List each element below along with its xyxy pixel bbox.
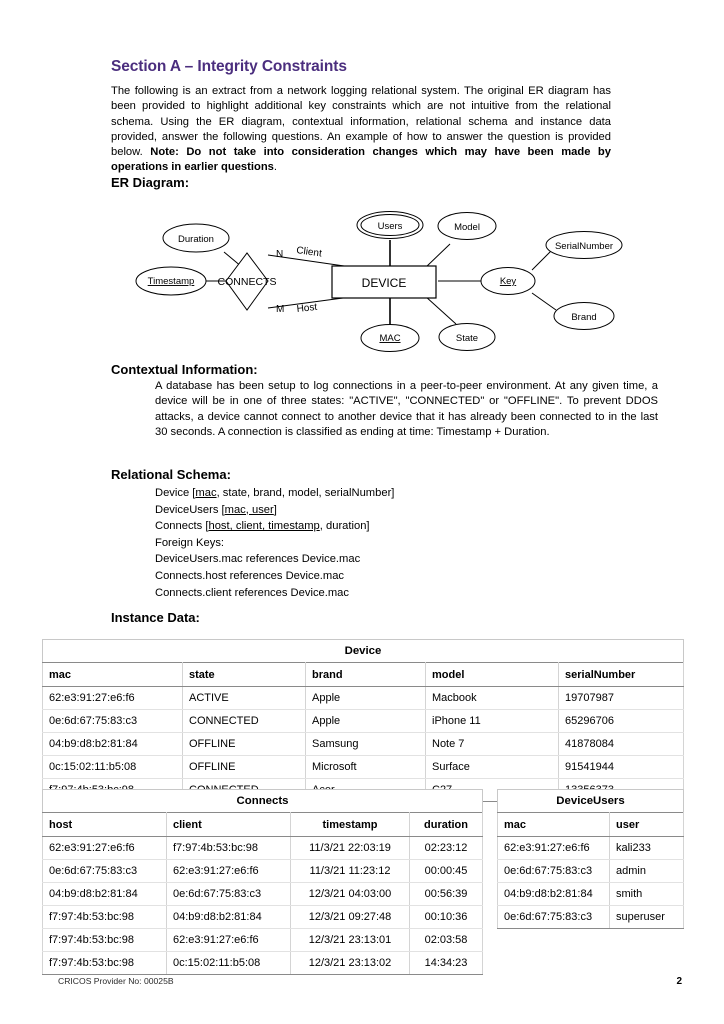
column-header-state: state [183,663,306,687]
footer-cricos-text: CRICOS Provider No: 00025B [58,976,174,986]
attribute-mac-label: MAC [379,333,401,344]
table-cell-state: ACTIVE [183,687,306,710]
table-row [498,860,684,883]
schema-device-rest: , state, brand, model, serialNumber] [216,487,395,499]
table-cell-host: f7:97:4b:53:bc:98 [43,906,167,929]
table-cell-duration: 00:00:45 [410,860,483,883]
table-header-row [43,663,684,687]
table-cell-mac: 62:e3:91:27:e6:f6 [43,687,183,710]
table-row [43,906,483,929]
intro-paragraph [111,84,611,176]
table-cell-duration: 00:10:36 [410,906,483,929]
table-header-row [498,813,684,837]
relationship-connects [218,253,277,310]
deviceusers-table [497,789,684,929]
edge-label-role-client: Client [295,245,323,260]
table-cell-timestamp: 11/3/21 22:03:19 [291,837,410,860]
table-cell-mac: 04:b9:d8:b2:81:84 [43,733,183,756]
contextual-information-body: A database has been setup to log connections in a peer-to-peer environment. At any given time, a device will be in one of three states: "ACTIVE", "CONNECTED" or "OFFLINE". To prevent DDOS attacks, a device cannot connect to another device that it has already been connected to in the last 30 seconds. A connection is classified as ending at time: Timestamp + Duration. [155,380,658,438]
table-cell-client: 0c:15:02:11:b5:08 [167,952,291,975]
table-row [43,733,684,756]
schema-connects-key: host, client, timestamp [208,520,320,533]
connects-table-caption: Connects [42,789,483,812]
table-cell-mac: 0c:15:02:11:b5:08 [43,756,183,779]
intro-text-part1: The following is an extract from a network logging relational system. The original ER diagram has been provided to highlight additional key constraints which are not intuitive from the relational schema. Using the ER diagram, contextual information, relational schema and instance data provided, answer the following questions. An example of how to answer the question is provided below. [111,85,611,159]
column-header-brand: brand [306,663,426,687]
relationship-connects-label: CONNECTS [217,276,277,288]
schema-deviceusers-rest: ] [273,503,277,516]
deviceusers-table-body [498,837,684,929]
table-cell-client: 62:e3:91:27:e6:f6 [167,860,291,883]
table-cell-mac: 0e:6d:67:75:83:c3 [498,906,610,929]
edge-label-role-host: Host [296,301,318,315]
attribute-state [439,324,495,351]
device-table-body [43,687,684,802]
edge-label-cardinality-m: M [276,304,285,315]
table-row [43,687,684,710]
connects-table-container [42,789,482,975]
schema-line-connects [155,518,605,535]
table-cell-duration: 02:23:12 [410,837,483,860]
heading-er-diagram: ER Diagram: [111,175,190,190]
table-cell-client: 62:e3:91:27:e6:f6 [167,929,291,952]
table-cell-timestamp: 12/3/21 04:03:00 [291,883,410,906]
intro-text-bold: Note: Do not take into consideration changes which may have been made by operations in earlier questions [111,146,611,174]
table-cell-user: smith [610,883,684,906]
attribute-users [357,212,423,239]
schema-deviceusers-key: mac, user [224,503,274,516]
attribute-serialnumber-label: SerialNumber [554,241,614,252]
schema-device-key: mac [195,487,217,499]
table-cell-duration: 00:56:39 [410,883,483,906]
attribute-duration-label: Duration [178,234,214,245]
table-row [43,837,483,860]
entity-device [332,266,436,298]
schema-line-fk1: DeviceUsers.mac references Device.mac [155,553,361,566]
table-cell-brand: Apple [306,687,426,710]
column-header-host: host [43,813,167,837]
edge-label-cardinality-n: N [276,249,284,260]
table-cell-client: 04:b9:d8:b2:81:84 [167,906,291,929]
attribute-timestamp [136,267,206,295]
table-row [43,756,684,779]
table-cell-user: admin [610,860,684,883]
table-cell-timestamp: 11/3/21 11:23:12 [291,860,410,883]
table-cell-host: 62:e3:91:27:e6:f6 [43,837,167,860]
schema-line-fk2: Connects.host references Device.mac [155,569,345,582]
attribute-model [438,213,496,240]
device-table-caption: Device [42,639,684,662]
entity-device-label: DEVICE [361,276,407,290]
table-cell-client: 0e:6d:67:75:83:c3 [167,883,291,906]
table-cell-timestamp: 12/3/21 23:13:01 [291,929,410,952]
table-cell-host: f7:97:4b:53:bc:98 [43,952,167,975]
column-header-user: user [610,813,684,837]
table-cell-host: 04:b9:d8:b2:81:84 [43,883,167,906]
schema-device-name: Device [ [155,487,196,499]
table-cell-state: CONNECTED [183,710,306,733]
attribute-serialnumber [546,232,622,259]
table-cell-brand: Apple [306,710,426,733]
table-cell-state: OFFLINE [183,756,306,779]
table-cell-user: superuser [610,906,684,929]
schema-line-deviceusers [155,502,605,519]
heading-relational-schema: Relational Schema: [111,467,231,482]
relational-schema-body [155,485,605,601]
device-table [42,639,684,802]
table-row [498,906,684,929]
deviceusers-table-caption: DeviceUsers [497,789,684,812]
table-cell-serialnumber: 91541944 [559,756,684,779]
table-header-row [43,813,483,837]
attribute-brand [554,303,614,330]
table-row [43,860,483,883]
er-diagram [120,200,640,360]
table-cell-client: f7:97:4b:53:bc:98 [167,837,291,860]
attribute-model-label: Model [454,222,480,233]
edge-serialnumber [532,250,552,270]
table-cell-host: f7:97:4b:53:bc:98 [43,929,167,952]
schema-connects-rest: , duration] [319,520,370,533]
attribute-timestamp-label: Timestamp [147,276,195,287]
heading-instance-data: Instance Data: [111,610,200,625]
table-row [498,837,684,860]
connects-table [42,789,483,975]
table-cell-timestamp: 12/3/21 23:13:02 [291,952,410,975]
table-cell-state: OFFLINE [183,733,306,756]
table-cell-duration: 02:03:58 [410,929,483,952]
edge-brand [532,293,556,310]
column-header-timestamp: timestamp [291,813,410,837]
schema-line-foreign-keys-label: Foreign Keys: [155,536,225,549]
deviceusers-table-container [497,789,683,929]
attribute-brand-label: Brand [571,312,597,323]
attribute-mac [361,325,419,352]
column-header-model: model [426,663,559,687]
table-cell-brand: Samsung [306,733,426,756]
edge-state [425,296,456,324]
schema-deviceusers-name: DeviceUsers [ [155,503,225,516]
table-cell-mac: 0e:6d:67:75:83:c3 [498,860,610,883]
footer-page-number: 2 [676,976,682,987]
attribute-users-label: Users [377,221,403,232]
table-cell-serialnumber: 19707987 [559,687,684,710]
table-cell-timestamp: 12/3/21 09:27:48 [291,906,410,929]
column-header-serialnumber: serialNumber [559,663,684,687]
table-cell-mac: 04:b9:d8:b2:81:84 [498,883,610,906]
device-table-container [42,639,683,802]
heading-contextual-information: Contextual Information: [111,362,258,377]
column-header-mac: mac [43,663,183,687]
table-cell-mac: 62:e3:91:27:e6:f6 [498,837,610,860]
table-cell-model: iPhone 11 [426,710,559,733]
table-cell-mac: 0e:6d:67:75:83:c3 [43,710,183,733]
table-cell-brand: Microsoft [306,756,426,779]
table-cell-model: Macbook [426,687,559,710]
column-header-mac: mac [498,813,610,837]
table-cell-serialnumber: 41878084 [559,733,684,756]
schema-line-fk3: Connects.client references Device.mac [155,586,350,599]
table-cell-user: kali233 [610,837,684,860]
intro-text-part2: . [273,161,277,174]
table-row [43,952,483,975]
page-title: Section A – Integrity Constraints [111,58,347,75]
edge-model [425,244,450,268]
table-cell-model: Surface [426,756,559,779]
table-cell-serialnumber: 65296706 [559,710,684,733]
table-row [43,929,483,952]
table-cell-host: 0e:6d:67:75:83:c3 [43,860,167,883]
table-row [43,710,684,733]
table-cell-duration: 14:34:23 [410,952,483,975]
attribute-key-label: Key [499,276,517,287]
column-header-client: client [167,813,291,837]
table-row [498,883,684,906]
attribute-key [481,268,535,295]
table-cell-model: Note 7 [426,733,559,756]
schema-line-device [155,485,605,502]
attribute-state-label: State [455,333,479,344]
connects-table-body [43,837,483,975]
schema-connects-name: Connects [ [155,520,209,533]
column-header-duration: duration [410,813,483,837]
table-row [43,883,483,906]
attribute-duration [163,224,229,252]
